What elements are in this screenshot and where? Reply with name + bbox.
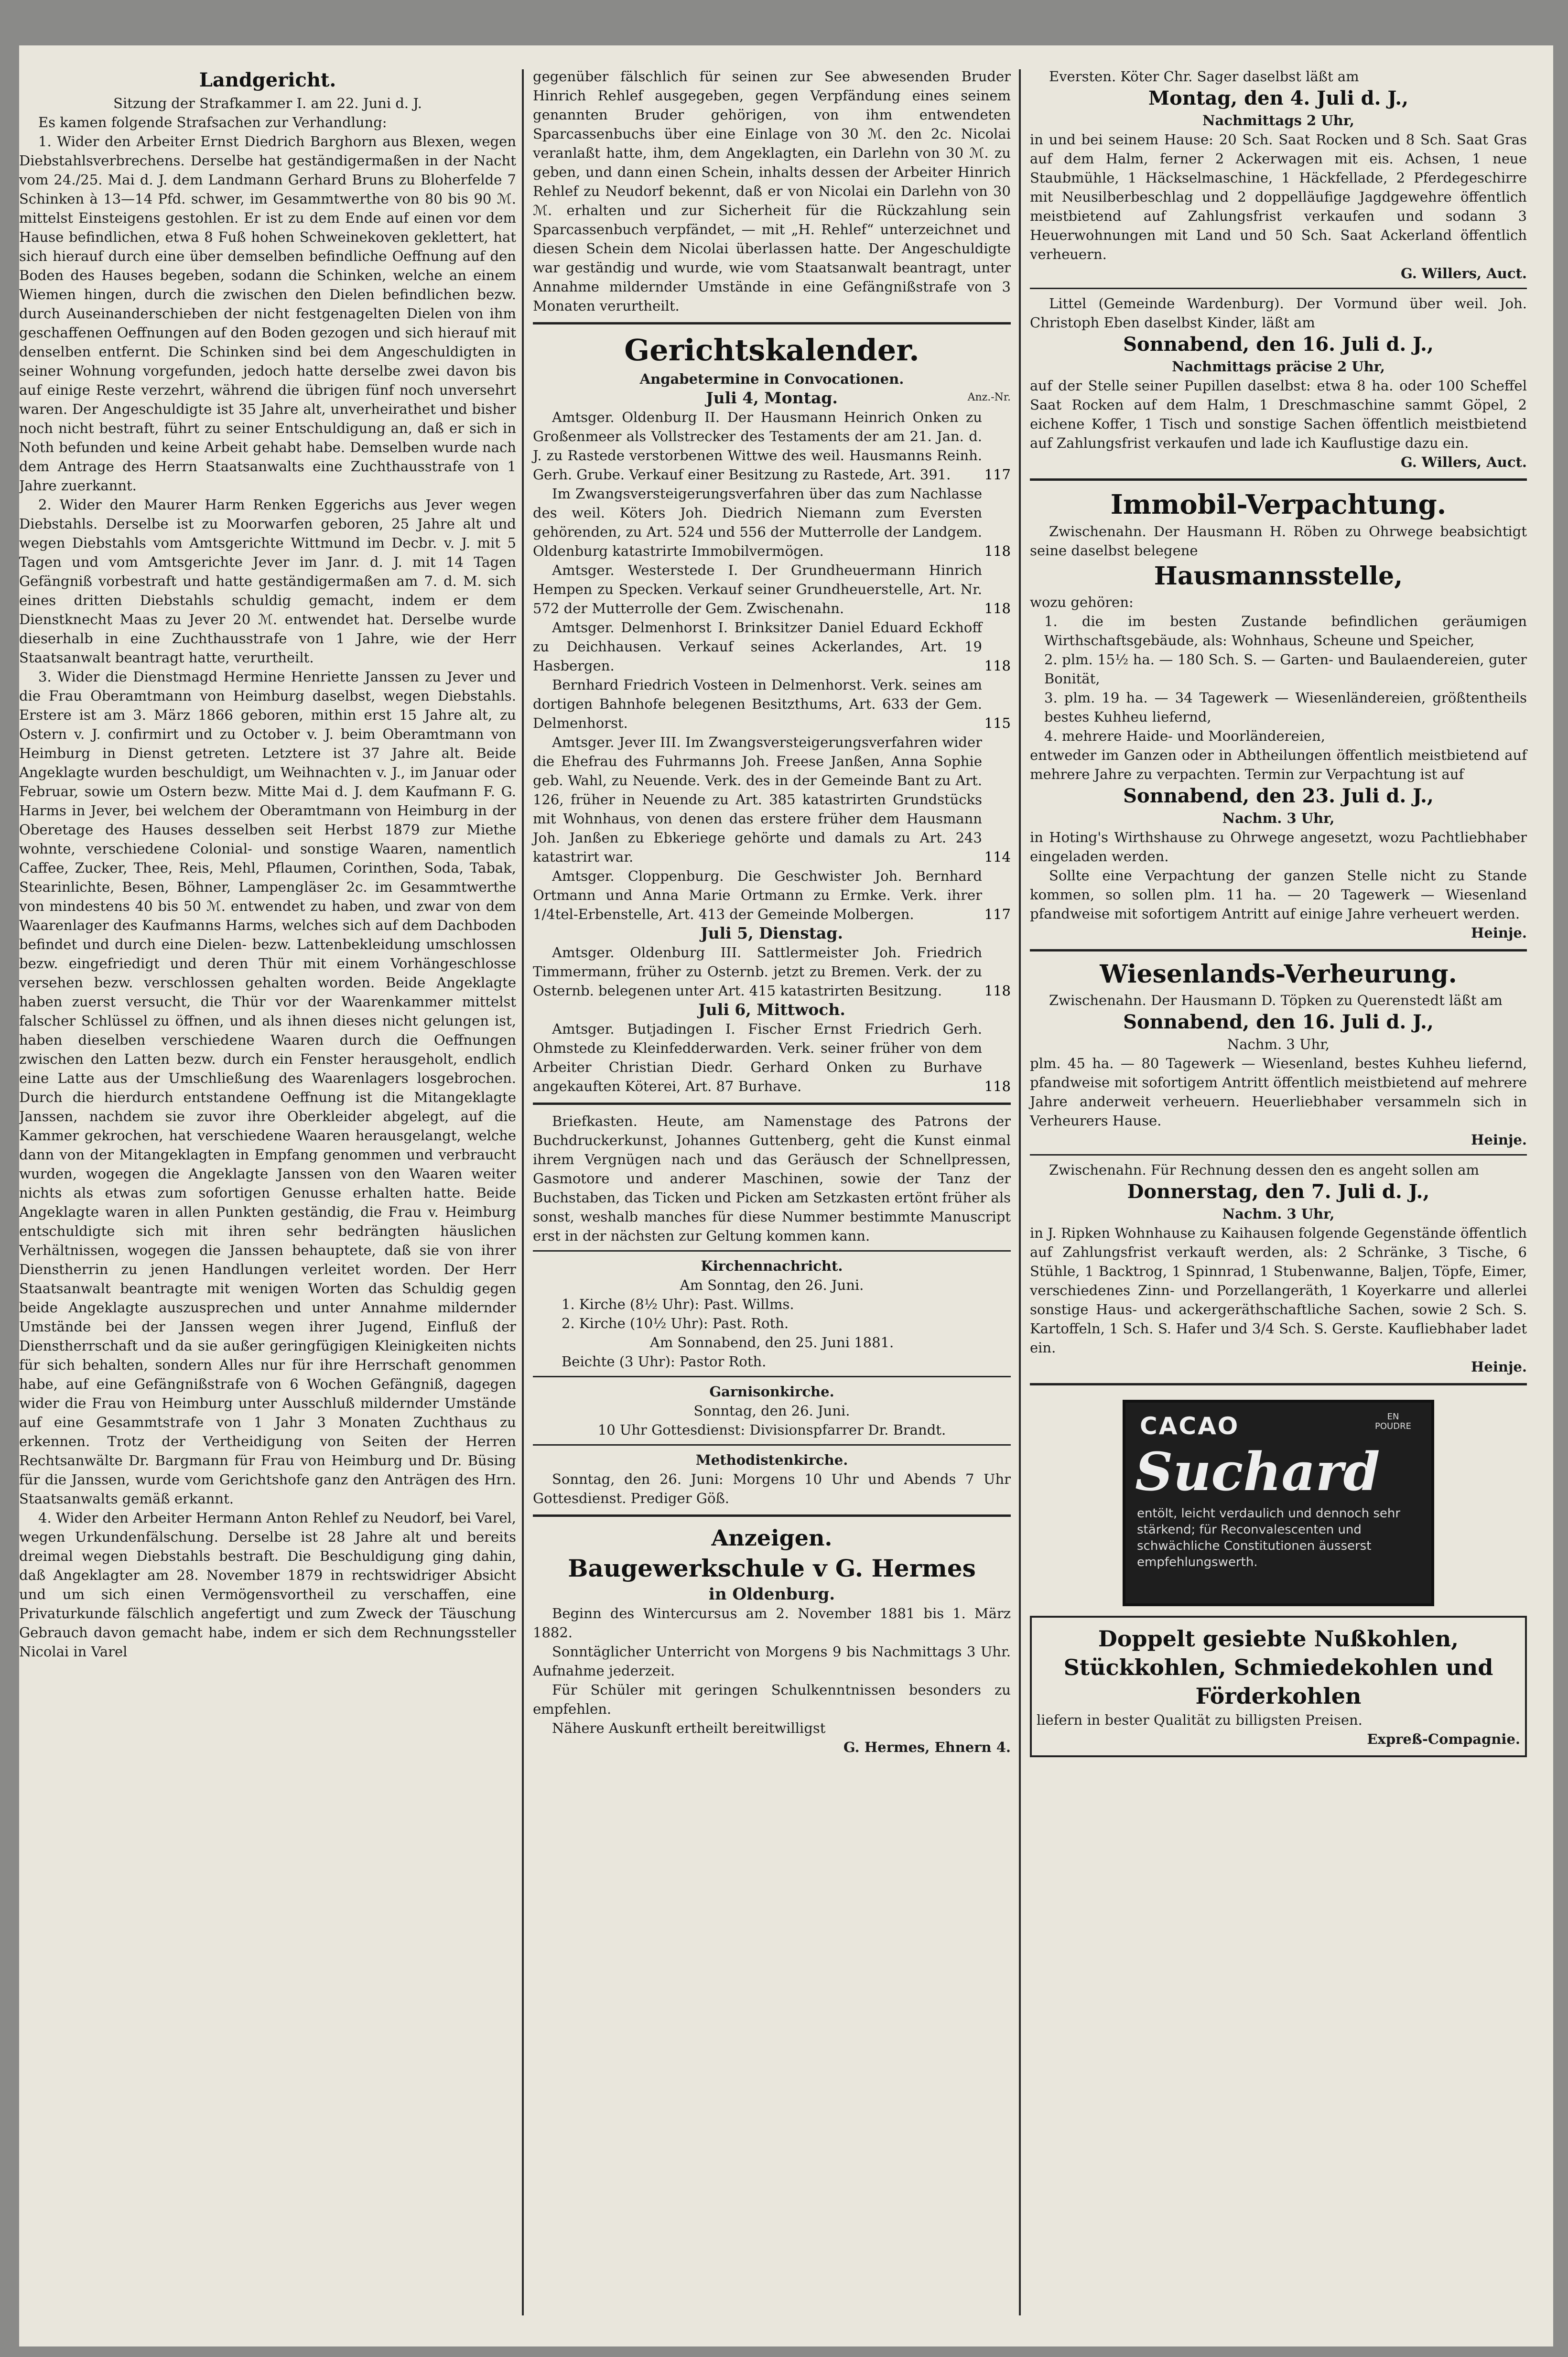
paragraph: 2. Wider den Maurer Harm Renken Eggerichs aus Jever wegen Diebstahls. Derselbe ist zu Moorwarfen geboren, 25 Jahre alt und wegen Diebstahls vom Amtsgerichte Wittmund im Decbr. v. J. mit 5 Tagen und vom Amtsgerichte Jever im Janr. d. J. mit 14 Tagen Gefängniß vorbestraft und hatte geständigermaßen am 7. d. M. sich eines dritten Diebstahls schuldig gemacht, indem er dem Dienstknecht Maas zu Jever 20 ℳ. entwendet hat. Derselbe wurde dieserhalb in eine Zuchthausstrafe von 1 Jahre, wie der Herr Staatsanwalt beantragt hatte, verurtheilt. [19,497,516,666]
church-line: Sonntag, den 26. Juni: Morgens 10 Uhr und Abends 7 Uhr Gottesdienst. Prediger Göß. [533,1471,1011,1506]
ad-headline: Hausmannsstelle, [1154,562,1403,591]
ad-text: entweder im Ganzen oder in Abtheilungen öffentlich meistbietend auf mehrere Jahre zu verpachten. Termin zur Verpachtung ist auf [1030,747,1527,782]
entry-text: Amtsger. Jever III. Im Zwangsversteigerungsverfahren wider die Ehefrau des Fuhrmanns Joh. Freese Janßen, Anna Sophie geb. Wahl, zu Neuende. Verk. des in der Gemeinde Bant zu Art. 126, früher in Neuende zu Art. 385 katastrirten Grundstücks mit Wohnhaus, von denen das erstere früher dem Hausmann Joh. Janßen zu Ebkeriege gehörte und damals zu Art. 243 katastrirt war. [533,734,982,865]
list-item: 3. plm. 19 ha. — 34 Tagewerk — Wiesenländereien, größtentheils bestes Kuhheu liefernd, [1044,690,1527,725]
paragraph: 4. Wider den Arbeiter Hermann Anton Rehlef zu Neudorf, bei Varel, wegen Urkundenfälschung. Derselbe ist 28 Jahre alt und bereits dreimal wegen Diebstahls bestraft. Die Beschuldigung ging dahin, daß Angeklagter am 28. November 1879 in rechtswidriger Absicht und um sich einen Vermögensvortheil zu verschaffen, eine Privaturkunde fälschlich angefertigt und zum Zweck der Täuschung Gebrauch davon gemacht habe, indem er sich dem Rechnungssteller Nicolai in Varel [19,1510,516,1660]
ad-time: Nachm. 3 Uhr, [1222,810,1335,826]
entry-number: 117 [984,466,1011,483]
ad-title: Doppelt gesiebte Nußkohlen, Stückkohlen, Schmiedekohlen und Förderkohlen [1063,1626,1493,1709]
ad-signature: G. Willers, Auct. [1400,454,1527,470]
calendar-title: Gerichtskalender. [624,333,919,368]
list-item: 4. mehrere Haide- und Moorländereien, [1044,728,1326,744]
ad-brand: CACAO [1140,1412,1240,1440]
ad-date: Sonnabend, den 16. Juli d. J., [1123,333,1434,356]
paragraph: 1. Wider den Arbeiter Ernst Diedrich Barghorn aus Blexen, wegen Diebstahlsverbrechens. Derselbe hat geständigermaßen in der Nacht vom 24./25. Mai d. J. dem Landmann Gerhard Bruns zu Bloherfelde 7 Schinken à 13—14 Pfd. schwer, im Gesammtwerthe von 80 bis 90 ℳ. mittelst Einsteigens gestohlen. Er ist zu dem Ende auf einen vor dem Hause befindlichen, etwa 8 Fuß hohen Schweinekoven geklettert, hat sich hierauf durch eine über demselben befindliche Oeffnung auf den Boden des Hauses begeben, sodann die Schinken, welche an einem Wiemen hingen, durch die zwischen den Dielen befindlichen bezw. durch Auseinanderschieben der nicht festgenagelten Dielen von ihm geschaffenen Oeffnungen auf den Boden gezogen und sich hierauf mit denselben entfernt. Die Schinken sind bei dem Angeschuldigten in seiner Wohnung vorgefunden, jedoch hatte derselbe zwei davon bis auf einige Reste verzehrt, während die übrigen fünf noch unversehrt waren. Der Angeschuldigte ist 35 Jahre alt, unverheirathet und bisher noch nicht bestraft, führt zu seiner Entschuldigung an, daß er sich in Noth befunden und keine Arbeit gehabt habe. Demselben wurde nach dem Antrage des Herrn Staatsanwalts eine Zuchthausstrafe von 1 Jahre zuerkannt. [19,133,516,494]
ad-text: Eversten. Köter Chr. Sager daselbst läßt am [1049,68,1359,85]
ad-text: in Hoting's Wirthshause zu Ohrwege angesetzt, wozu Pachtliebhaber eingeladen werden. [1030,829,1527,865]
divider [1030,1383,1527,1385]
entry-text: Amtsger. Oldenburg III. Sattlermeister Joh. Friedrich Timmermann, früher zu Osternb. jetzt zu Bremen. Verk. der zu Osternb. belegenen unter Art. 415 katastrirten Besitzung. [533,944,982,999]
calendar-entry [533,618,1011,675]
ad-signature: G. Willers, Auct. [1400,265,1527,281]
calendar-subtitle: Angabetermine in Convocationen. [639,371,904,387]
paragraph: gegenüber fälschlich für seinen zur See abwesenden Bruder Hinrich Rehlef ausgegeben, gegen Verpfändung eines seinem genannten Bruder gehörigen, von ihm entwendeten Sparcassenbuchs über eine Einlage von 30 ℳ. den 2c. Nicolai veranlaßt hatte, ihm, dem Angeklagten, ein Darlehn von 30 ℳ. zu geben, und dann einen Schein, inhalts dessen der Arbeiter Hinrich Rehlef zu Neudorf bekennt, daß er von Nicolai ein Darlehn von 30 ℳ. erhalten und zur Sicherheit für die Rückzahlung sein Sparcassenbuch verpfändet, — mit „H. Rehlef“ unterzeichnet und diesen Schein dem Nicolai überlassen hatte. Der Angeschuldigte war geständig und wurde, wie vom Staatsanwalt beantragt, unter Annahme mildernder Umstände in eine Gefängnißstrafe von 3 Monaten verurtheilt. [533,68,1011,314]
ad-date: Sonnabend, den 23. Juli d. J., [1123,785,1434,807]
ad-date: Sonnabend, den 16. Juli d. J., [1123,1011,1434,1033]
church-line: Am Sonntag, den 26. Juni. [680,1277,864,1293]
divider [1030,1154,1527,1156]
church-line: Beichte (3 Uhr): Pastor Roth. [562,1353,767,1370]
ad-time: Nachmittags 2 Uhr, [1202,112,1354,129]
ad-text: Sollte eine Verpachtung der ganzen Stelle nicht zu Stande kommen, so sollen plm. 11 ha. — 20 Tagewerk — Wiesenland pfandweise mit sofortigem Antritt auf einige Jahre verheuert werden. [1030,867,1527,922]
entry-number: 118 [984,983,1011,999]
ad-place: in Oldenburg. [708,1585,835,1604]
ad-text: Beginn des Wintercursus am 2. November 1881 bis 1. März 1882. [533,1605,1011,1641]
entry-number: 118 [984,658,1011,674]
church-title: Kirchennachricht. [701,1258,843,1274]
column-divider [522,69,524,2315]
ad-time: Nachmittags präcise 2 Uhr, [1172,358,1385,375]
divider [533,1250,1011,1252]
column-2 [533,67,1011,1757]
calendar-entry [533,733,1011,866]
ad-text: Zwischenahn. Für Rechnung dessen den es angeht sollen am [1049,1162,1479,1178]
day-heading: Juli 4, Montag. [706,389,838,407]
ad-logo-text: Suchard [1135,1441,1380,1503]
suchard-advertisement [1123,1400,1434,1606]
ad-signature: Heinje. [1471,1132,1527,1148]
calendar-entry [533,484,1011,561]
divider [1030,949,1527,951]
paragraph: 3. Wider die Dienstmagd Hermine Henriette Janssen zu Jever und die Frau Oberamtmann von Heimburg daselbst, wegen Diebstahls. Erstere ist am 3. März 1866 geboren, mithin erst 15 Jahre alt, zu Ostern v. J. confirmirt und zu October v. J. beim Oberamtmann von Heimburg in Dienst getreten. Letztere ist 37 Jahre alt. Beide Angeklagte wurden beschuldigt, um Weihnachten v. J., im Januar oder Februar, sowie um Ostern bezw. Mitte Mai d. J. dem Kaufmann F. G. Harms in Jever, bei welchem der Oberamtmann von Heimburg in der Oberetage des Hauses desselben seit Herbst 1879 zur Miethe wohnte, verschiedene Colonial- und sonstige Waaren, namentlich Caffee, Zucker, Thee, Reis, Mehl, Pflaumen, Corinthen, Soda, Tabak, Stearinlichte, Besen, Böhner, Lampengläser 2c. im Gesammtwerthe von mindestens 40 bis 50 ℳ. entwendet zu haben, und zwar von dem Waarenlager des Kaufmanns Harms, welches sich auf dem Dachboden befindet und durch eine Dielen- bezw. Lattenbekleidung umschlossen bezw. eingefriedigt und deren Thür mit einem Vorhängeschlosse versehen bezw. verschlossen gehalten worden. Beide Angeklagte haben zuerst versucht, die Thür vor der Waarenkammer mittelst falscher Schlüssel zu öffnen, und als ihnen dieses nicht gelungen ist, haben dieselben verschiedene Waaren durch die Oeffnungen zwischen den Latten bezw. durch ein Fenster herausgeholt, endlich eine Latte aus der Umschließung des Waarenlagers losgebrochen. Durch die hierdurch entstandene Oeffnung ist die Mitangeklagte Janssen, nachdem sie zuvor ihre Oberkleider abgelegt, auf die Kammer gekrochen, hat verschiedene Waaren herausgelangt, welche dann von der Mitangeklagten in Empfang genommen und verbraucht wurden, wogegen die Angeklagte Janssen von den Waaren weiter nichts als etwas zum sofortigen Genusse erhalten hatte. Beide Angeklagte waren in allen Punkten geständig, die Frau v. Heimburg entschuldigte sich mit ihren sehr bedrängten häuslichen Verhältnissen, wogegen die Janssen behauptete, daß sie von ihrer Dienstherrin zu jenen Handlungen verleitet worden. Der Herr Staatsanwalt beantragte mit wenigen Worten das Schuldig gegen beide Angeklagte auszusprechen und unter Annahme mildernder Umstände bei der Janssen wegen ihrer Jugend, Einfluß der Dienstherrschaft und da sie außer geringfügigen Kleinigkeiten nichts für sich behalten, sondern Alles nur für ihre Herrschaft genommen habe, auf eine Gefängnißstrafe von 6 Wochen Gefängniß, dagegen wider die Frau von Heimburg unter Ausschluß mildernder Umstände auf eine Gesammtstrafe von 1 Jahr 3 Monaten Zuchthaus zu erkennen. Trotz der Vertheidigung von Seiten der Herren Rechtsanwälte Dr. Bargmann für Frau von Heimburg und Dr. Büsing für die Janssen, wurde vom Gerichtshofe ganz den Anträgen des Hrn. Staatsanwalts gemäß erkannt. [19,669,516,1507]
ads-heading: Anzeigen. [711,1525,833,1551]
column-1 [19,67,516,1661]
entry-number: 115 [984,715,1011,731]
ad-text: liefern in bester Qualität zu billigsten Preisen. [1037,1712,1363,1728]
church-line: 1. Kirche (8½ Uhr): Past. Willms. [562,1296,794,1312]
ad-signature: Heinje. [1471,925,1527,941]
day-heading: Juli 5, Dienstag. [700,924,843,942]
ad-text: Für Schüler mit geringen Schulkenntnissen besonders zu empfehlen. [533,1682,1011,1717]
church-line: 2. Kirche (10½ Uhr): Past. Roth. [562,1315,789,1331]
entry-text: Amtsger. Westerstede I. Der Grundheuermann Hinrich Hempen zu Specken. Verkauf seiner Grundheuerstelle, Art. Nr. 572 der Mutterrolle der Gem. Zwischenahn. [533,562,982,616]
ad-text: Zwischenahn. Der Hausmann H. Röben zu Ohrwege beabsichtigt seine daselbst belegene [1030,523,1527,559]
column-divider [1019,69,1021,2315]
entry-number: 114 [984,849,1011,865]
entry-number: 118 [984,600,1011,616]
anz-nr-label: Anz.-Nr. [967,391,1011,403]
ad-description: entölt, leicht verdaulich und dennoch sehr stärkend; für Reconvalescenten und schwächliche Constitutionen äusserst empfehlungswerth. [1137,1506,1401,1569]
column-3 [1030,67,1527,1757]
entry-text: Bernhard Friedrich Vosteen in Delmenhorst. Verk. seines am dortigen Bahnhofe belegenen Besitzthums, Art. 633 der Gem. Delmenhorst. [533,677,982,731]
briefkasten: Briefkasten. Heute, am Namenstage des Patrons der Buchdruckerkunst, Johannes Guttenberg, geht die Kunst einmal ihrem Vergnügen nach und das Geräusch der Schnellpressen, Gasmotore und anderer Maschinen, sowie der Tanz der Buchstaben, das Ticken und Picken am Setzkasten ertönt früher als sonst, weshalb manches für diese Nummer bestimmte Manuscript erst in der nächsten zur Geltung kommen kann. [533,1113,1011,1244]
divider [533,322,1011,324]
entry-text: Amtsger. Butjadingen I. Fischer Ernst Friedrich Gerh. Ohmstede zu Kleinfedderwarden. Verk. seiner früher von dem Arbeiter Christian Diedr. Gerhard Onken zu Burhave angekauften Köterei, Art. 87 Burhave. [533,1021,982,1094]
ad-subbrand: EN POUDRE [1375,1412,1411,1431]
church-line: Sonntag, den 26. Juni. [693,1403,850,1419]
church-line: Am Sonnabend, den 25. Juni 1881. [649,1334,894,1351]
day-heading: Juli 6, Mittwoch. [698,1000,845,1019]
ad-text: wozu gehören: [1030,594,1134,610]
divider [1030,478,1527,481]
divider [533,1444,1011,1446]
entry-text: Amtsger. Oldenburg II. Der Hausmann Heinrich Onken zu Großenmeer als Vollstrecker des Testaments der am 21. Jan. d. J. zu Rastede verstorbenen Wittwe des weil. Hausmanns Reinh. Gerh. Grube. Verkauf einer Besitzung zu Rastede, Art. 391. [533,409,982,483]
ad-text: auf der Stelle seiner Pupillen daselbst: etwa 8 ha. oder 100 Scheffel Saat Rocken auf dem Halm, 1 Dreschmaschine sammt Göpel, 2 eichene Koffer, 1 Tisch und sonstige Sachen öffentlich meistbietend auf Zahlungsfrist verkaufen und lade ich Kauflustige dazu ein. [1030,378,1527,451]
ad-signature: Heinje. [1471,1359,1527,1375]
divider [533,1376,1011,1377]
ad-signature: G. Hermes, Ehnern 4. [843,1739,1011,1755]
section-subtitle: Sitzung der Strafkammer I. am 22. Juni d. J. [113,95,422,111]
list-item: 1. die im besten Zustande befindlichen geräumigen Wirthschaftsgebäude, als: Wohnhaus, Scheune und Speicher, [1044,613,1527,649]
ad-text: Zwischenahn. Der Hausmann D. Töpken zu Querenstedt läßt am [1049,992,1503,1008]
ad-title: Baugewerkschule v G. Hermes [568,1554,976,1582]
ad-text: in und bei seinem Hause: 20 Sch. Saat Rocken und 8 Sch. Saat Gras auf dem Halm, ferner 2 Ackerwagen mit eis. Achsen, 1 neue Staubmühle, 1 Häckselmaschine, 1 Häckfellade, 2 Pferdegeschirre mit Neusilberbeschlag und 2 doppelläufige Jagdgewehre öffentlich meistbietend auf Zahlungsfrist verkaufen und sodann 3 Heuerwohnungen mit Land und 50 Sch. Saat Ackerland öffentlich verheuern. [1030,131,1527,262]
entry-number: 117 [984,906,1011,922]
entry-number: 118 [984,1078,1011,1094]
church-title: Methodistenkirche. [695,1452,848,1468]
ad-signature: Expreß-Compagnie. [1367,1731,1520,1747]
entry-text: Amtsger. Cloppenburg. Die Geschwister Joh. Bernhard Ortmann und Anna Marie Ortmann zu Ermke. Verk. ihrer 1/4tel-Erbenstelle, Art. 413 der Gemeinde Molbergen. [533,868,982,922]
divider [533,1514,1011,1517]
ad-time: Nachm. 3 Uhr, [1227,1036,1330,1052]
ad-title: Wiesenlands-Verheurung. [1100,960,1457,989]
ad-text: Nähere Auskunft ertheilt bereitwilligst [552,1720,826,1736]
calendar-entry [533,943,1011,1000]
divider [533,1103,1011,1105]
calendar-entry [533,408,1011,484]
ad-time: Nachm. 3 Uhr, [1222,1206,1335,1222]
list-item: 2. plm. 15½ ha. — 180 Sch. S. — Garten- und Baulaendereien, guter Bonität, [1044,651,1527,687]
ad-date: Montag, den 4. Juli d. J., [1148,87,1409,109]
ad-title: Immobil-Verpachtung. [1110,489,1447,520]
calendar-entry [533,561,1011,618]
church-line: 10 Uhr Gottesdienst: Divisionspfarrer Dr. Brandt. [597,1422,946,1438]
ad-text: plm. 45 ha. — 80 Tagewerk — Wiesenland, bestes Kuhheu liefernd, pfandweise mit sofortigem Antritt öffentlich meistbietend auf mehrere Jahre anderweit verheuern. Heuerliebhaber versammeln sich in Verheurers Hause. [1030,1055,1527,1129]
entry-number: 118 [984,543,1011,559]
entry-text: Amtsger. Delmenhorst I. Brinksitzer Daniel Eduard Eckhoff zu Deichhausen. Verkauf seines Ackerlandes, Art. 19 Hasbergen. [533,619,982,674]
calendar-entry [533,1019,1011,1096]
ad-text: Sonntäglicher Unterricht von Morgens 9 bis Nachmittags 3 Uhr. Aufnahme jederzeit. [533,1643,1011,1679]
section-title: Landgericht. [199,69,336,91]
divider [1030,288,1527,289]
calendar-entry [533,866,1011,924]
entry-text: Im Zwangsversteigerungsverfahren über das zum Nachlasse des weil. Köters Joh. Diedrich Niemann zum Eversten gehörenden, zu Art. 524 und 556 der Mutterrolle der Landgem. Oldenburg katastrirte Immobilvermögen. [533,486,982,559]
newspaper-page [19,45,1553,2346]
ad-date: Donnerstag, den 7. Juli d. J., [1127,1180,1430,1203]
calendar-entry [533,675,1011,733]
ad-text: in J. Ripken Wohnhause zu Kaihausen folgende Gegenstände öffentlich auf Zahlungsfrist verkauft werden, als: 2 Schränke, 3 Tische, 6 Stühle, 1 Backtrog, 1 Spinnrad, 1 Stubenwanne, Baljen, Töpfe, Eimer, verschiedenes Zinn- und Porzellangeräth, 1 Koyerkarre und allerlei sonstige Haus- und ackergeräthschaftliche Sachen, sowie 2 Sch. S. Kartoffeln, 1 Sch. S. Hafer und 3/4 Sch. S. Gerste. Kaufliebhaber ladet ein. [1030,1225,1527,1356]
coal-advertisement [1030,1616,1527,1757]
ad-text: Littel (Gemeinde Wardenburg). Der Vormund über weil. Joh. Christoph Eben daselbst Kinder, läßt am [1030,295,1527,331]
church-title: Garnisonkirche. [709,1384,834,1400]
paragraph: Es kamen folgende Strafsachen zur Verhandlung: [38,114,387,130]
